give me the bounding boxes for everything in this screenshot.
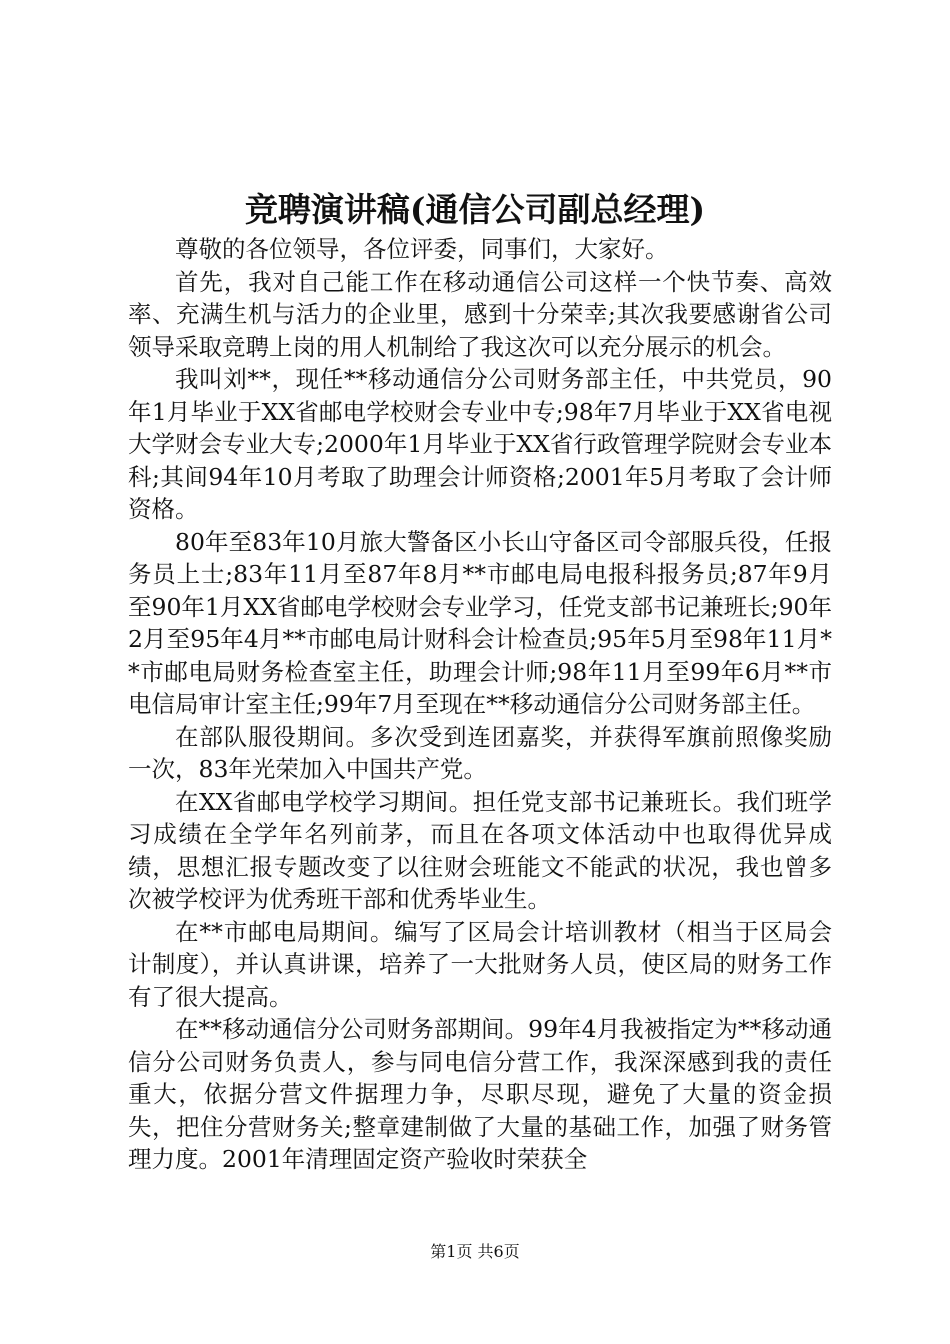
paragraph-mobile-company-period: 在**移动通信分公司财务部期间。99年4月我被指定为**移动通信分公司财务负责人，参与同电信分营工作，我深深感到我的责任重大，依据分营文件据理力争，尽职尽现，避免了大量的资金损失，把住分营财务关;整章建制做了大量的基础工作，加强了财务管理力度。2001年清理固定资产验收时荣获全 [128,1015,832,1173]
document-title: 竞聘演讲稿(通信公司副总经理) [244,190,706,229]
paragraph-school-period: 在XX省邮电学校学习期间。担任党支部书记兼班长。我们班学习成绩在全学年名列前茅，而且在各项文体活动中也取得优异成绩，思想汇报专题改变了以往财会班能文不能武的状况，我也曾多次被学校评为优秀班干部和优秀毕业生。 [128,787,832,913]
paragraph-post-office-period: 在**市邮电局期间。编写了区局会计培训教材（相当于区局会计制度），并认真讲课，培养了一大批财务人员，使区局的财务工作有了很大提高。 [128,917,832,1011]
paragraph-greeting: 尊敬的各位领导，各位评委，同事们，大家好。 [175,235,669,263]
page-number-footer: 第1页 共6页 [430,1242,520,1261]
paragraph-introduction: 首先，我对自己能工作在移动通信公司这样一个快节奏、高效率、充满生机与活力的企业里，感到十分荣幸;其次我要感谢省公司领导采取竞聘上岗的用人机制给了我这次可以充分展示的机会。 [128,267,832,361]
paragraph-military-service: 在部队服役期间。多次受到连团嘉奖，并获得军旗前照像奖励一次，83年光荣加入中国共产党。 [128,722,832,783]
paragraph-education: 我叫刘**，现任**移动通信分公司财务部主任，中共党员，90年1月毕业于XX省邮电学校财会专业中专;98年7月毕业于XX省电视大学财会专业大专;2000年1月毕业于XX省行政管理学院财会专业本科;其间94年10月考取了助理会计师资格;2001年5月考取了会计师资格。 [128,365,832,523]
paragraph-work-history: 80年至83年10月旅大警备区小长山守备区司令部服兵役，任报务员上士;83年11月至87年8月**市邮电局电报科报务员;87年9月至90年1月XX省邮电学校财会专业学习，任党支部书记兼班长;90年2月至95年4月**市邮电局计财科会计检查员;95年5月至98年11月**市邮电局财务检查室主任，助理会计师;98年11月至99年6月**市电信局审计室主任;99年7月至现在**移动通信分公司财务部主任。 [128,527,832,718]
document-body [128,233,832,1176]
